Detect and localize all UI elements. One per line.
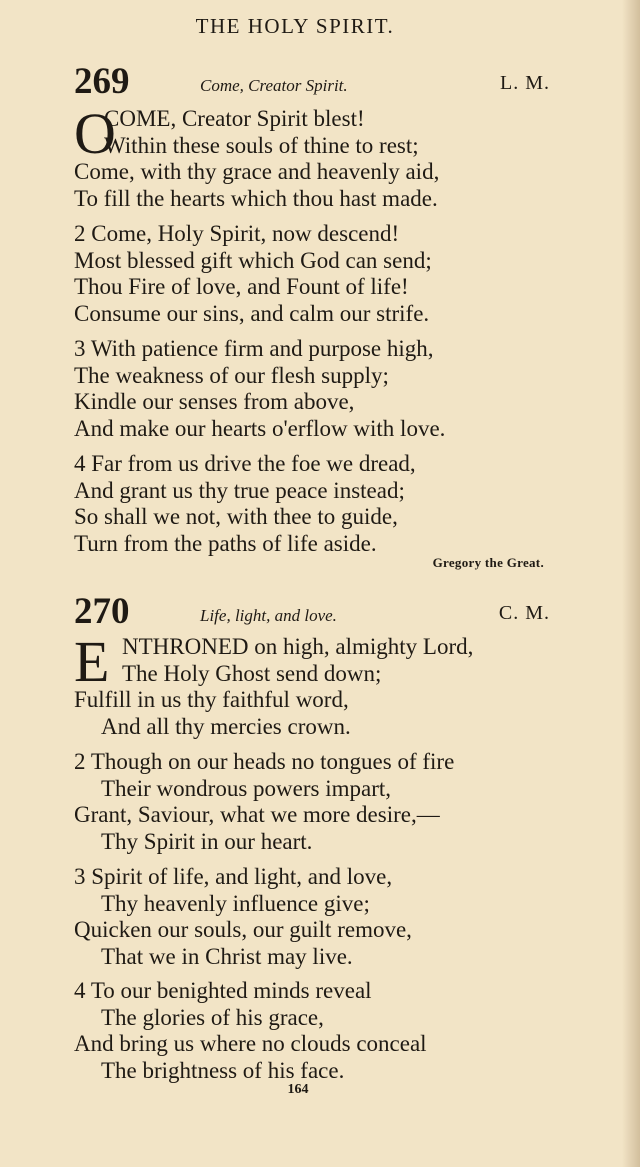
verse-line: 3 With patience firm and purpose high, <box>74 336 434 361</box>
verse-line: So shall we not, with thee to guide, <box>74 504 398 529</box>
verse-line: 4 To our benighted minds reveal <box>74 978 372 1003</box>
verse-line: 4 Far from us drive the foe we dread, <box>74 451 416 476</box>
verse-line: And all thy mercies crown. <box>101 713 351 739</box>
verse-line: Thou Fire of love, and Fount of life! <box>74 274 409 299</box>
verse-line: Most blessed gift which God can send; <box>74 247 432 273</box>
verse-line: Fulfill in us thy faithful word, <box>74 687 349 712</box>
hymn-269-header <box>74 62 550 102</box>
verse-line: Within these souls of thine to rest; <box>104 132 419 158</box>
verse-line: Thy heavenly influence give; <box>101 890 370 916</box>
verse-line: Their wondrous powers impart, <box>101 775 391 801</box>
verse-line: And grant us thy true peace instead; <box>74 477 405 503</box>
verse-line: Consume our sins, and calm our strife. <box>74 300 430 326</box>
verse-line: The Holy Ghost send down; <box>122 660 382 686</box>
verse-line: And bring us where no clouds conceal <box>74 1031 427 1056</box>
verse-line: Come, with thy grace and heavenly aid, <box>74 159 440 184</box>
hymn-269-stanza-2 <box>74 221 594 327</box>
verse-line: And make our hearts o'erflow with love. <box>74 415 446 441</box>
verse-line: NTHRONED on high, almighty Lord, <box>122 634 474 659</box>
hymn-number: 269 <box>74 61 130 102</box>
page-edge-shadow <box>622 0 640 1167</box>
verse-line: The glories of his grace, <box>101 1004 324 1030</box>
verse-line: Thy Spirit in our heart. <box>101 828 313 854</box>
verse-line: The brightness of his face. <box>101 1057 345 1083</box>
hymn-270-stanza-2 <box>74 749 594 855</box>
verse-line: 3 Spirit of life, and light, and love, <box>74 864 393 889</box>
drop-cap: O <box>74 101 116 166</box>
hymn-269-stanza-3 <box>74 336 594 442</box>
hymn-meter: L. M. <box>500 72 550 94</box>
hymn-270-stanza-3 <box>74 864 594 970</box>
page-number: 164 <box>287 1082 309 1097</box>
verse-line: To fill the hearts which thou hast made. <box>74 185 438 211</box>
hymn-author: Gregory the Great. <box>432 555 544 570</box>
hymn-270-stanza-4 <box>74 978 594 1084</box>
verse-line: The weakness of our flesh supply; <box>74 362 389 388</box>
hymn-270-header <box>74 592 550 632</box>
drop-cap: E <box>74 629 110 694</box>
hymn-269-stanza-4 <box>74 451 594 557</box>
hymn-title: Life, light, and love. <box>200 606 337 625</box>
verse-line: Quicken our souls, our guilt remove, <box>74 917 412 942</box>
hymn-269-stanza-1 <box>74 101 594 212</box>
running-head: THE HOLY SPIRIT. <box>195 14 395 38</box>
hymn-270-stanza-1 <box>74 629 594 740</box>
verse-line: That we in Christ may live. <box>101 943 353 969</box>
verse-line: Kindle our senses from above, <box>74 389 355 414</box>
hymn-title: Come, Creator Spirit. <box>200 76 348 95</box>
verse-line: COME, Creator Spirit blest! <box>104 106 365 131</box>
verse-line: Grant, Saviour, what we more desire,— <box>74 802 440 827</box>
hymn-number: 270 <box>74 591 130 632</box>
verse-line: 2 Though on our heads no tongues of fire <box>74 749 455 774</box>
verse-line: Turn from the paths of life aside. <box>74 530 377 556</box>
verse-line: 2 Come, Holy Spirit, now descend! <box>74 221 400 246</box>
hymn-meter: C. M. <box>498 602 550 624</box>
